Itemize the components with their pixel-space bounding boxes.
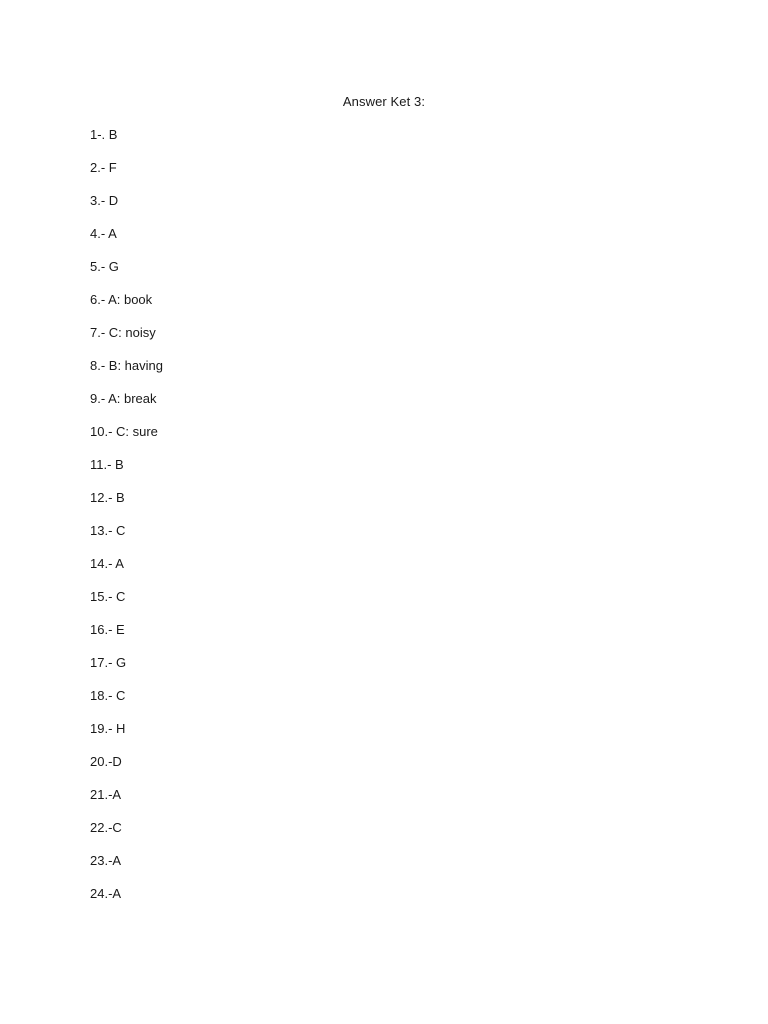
- page-title: Answer Ket 3:: [342, 94, 426, 109]
- answer-item: 20.-D: [90, 754, 122, 769]
- answer-item: 1-. B: [90, 127, 118, 142]
- answer-item: 24.-A: [90, 886, 122, 901]
- answer-item: 5.- G: [90, 259, 119, 274]
- answer-item: 7.- C: noisy: [90, 325, 156, 340]
- answer-item: 15.- C: [90, 589, 126, 604]
- answer-item: 13.- C: [90, 523, 126, 538]
- answer-item: 12.- B: [90, 490, 125, 505]
- answer-item: 21.-A: [90, 787, 122, 802]
- answer-item: 2.- F: [90, 160, 117, 175]
- answer-item: 10.- C: sure: [90, 424, 158, 439]
- answer-item: 23.-A: [90, 853, 122, 868]
- answer-item: 6.- A: book: [90, 292, 153, 307]
- answer-item: 11.- B: [90, 457, 124, 472]
- answer-item: 4.- A: [90, 226, 117, 241]
- answer-item: 17.- G: [90, 655, 127, 670]
- answer-item: 19.- H: [90, 721, 126, 736]
- answer-item: 18.- C: [90, 688, 126, 703]
- answer-list: [90, 126, 163, 918]
- answer-item: 16.- E: [90, 622, 125, 637]
- answer-item: 22.-C: [90, 820, 122, 835]
- answer-item: 14.- A: [90, 556, 124, 571]
- answer-item: 8.- B: having: [90, 358, 163, 373]
- answer-item: 3.- D: [90, 193, 119, 208]
- answer-item: 9.- A: break: [90, 391, 157, 406]
